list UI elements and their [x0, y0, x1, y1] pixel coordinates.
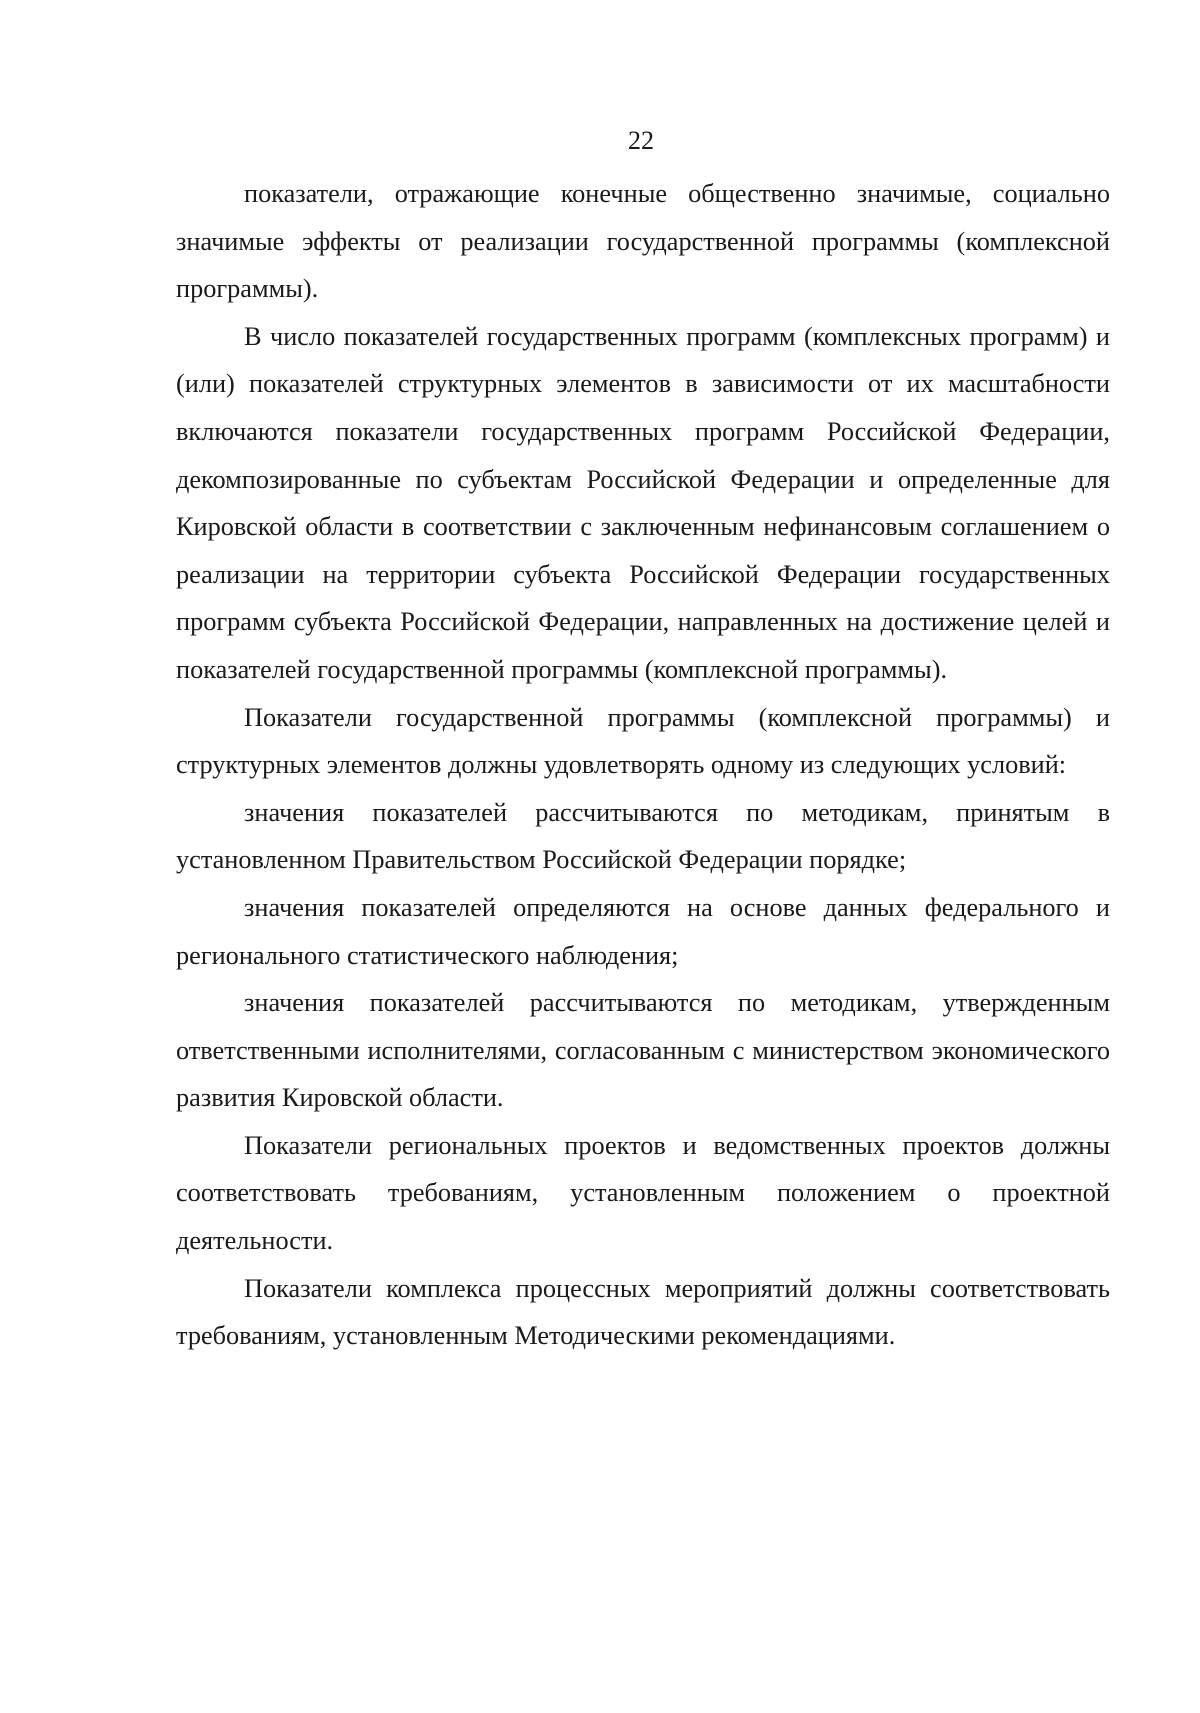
document-body — [176, 170, 1110, 1360]
paragraph: показатели, отражающие конечные общественно значимые, социально значимые эффекты от реализации государственной программы (комплексной программы). — [176, 179, 1110, 304]
paragraph: Показатели региональных проектов и ведомственных проектов должны соответствовать требованиям, установленным положением о проектной деятельности. — [176, 1130, 1110, 1256]
paragraph: значения показателей рассчитываются по методикам, утвержденным ответственными исполнителями, согласованным с министерством экономического развития Кировской области. — [176, 988, 1110, 1113]
paragraph: значения показателей определяются на основе данных федерального и регионального статистического наблюдения; — [176, 892, 1110, 970]
page-number: 22 — [628, 126, 654, 155]
paragraph: значения показателей рассчитываются по методикам, принятым в установленном Правительством Российской Федерации порядке; — [176, 797, 1110, 875]
paragraph: Показатели государственной программы (комплексной программы) и структурных элементов должны удовлетворять одному из следующих условий: — [176, 702, 1110, 780]
paragraph: В число показателей государственных программ (комплексных программ) и (или) показателей структурных элементов в зависимости от их масштабности включаются показатели государственных программ Российской Федерации, декомпозированные по субъектам Российской Федерации и определенные для Кировской области в соответствии с заключенным нефинансовым соглашением о реализации на территории субъекта Российской Федерации государственных программ субъекта Российской Федерации, направленных на достижение целей и показателей государственной программы (комплексной программы). — [176, 321, 1110, 684]
paragraph: Показатели комплекса процессных мероприятий должны соответствовать требованиям, установленным Методическими рекомендациями. — [176, 1273, 1110, 1351]
